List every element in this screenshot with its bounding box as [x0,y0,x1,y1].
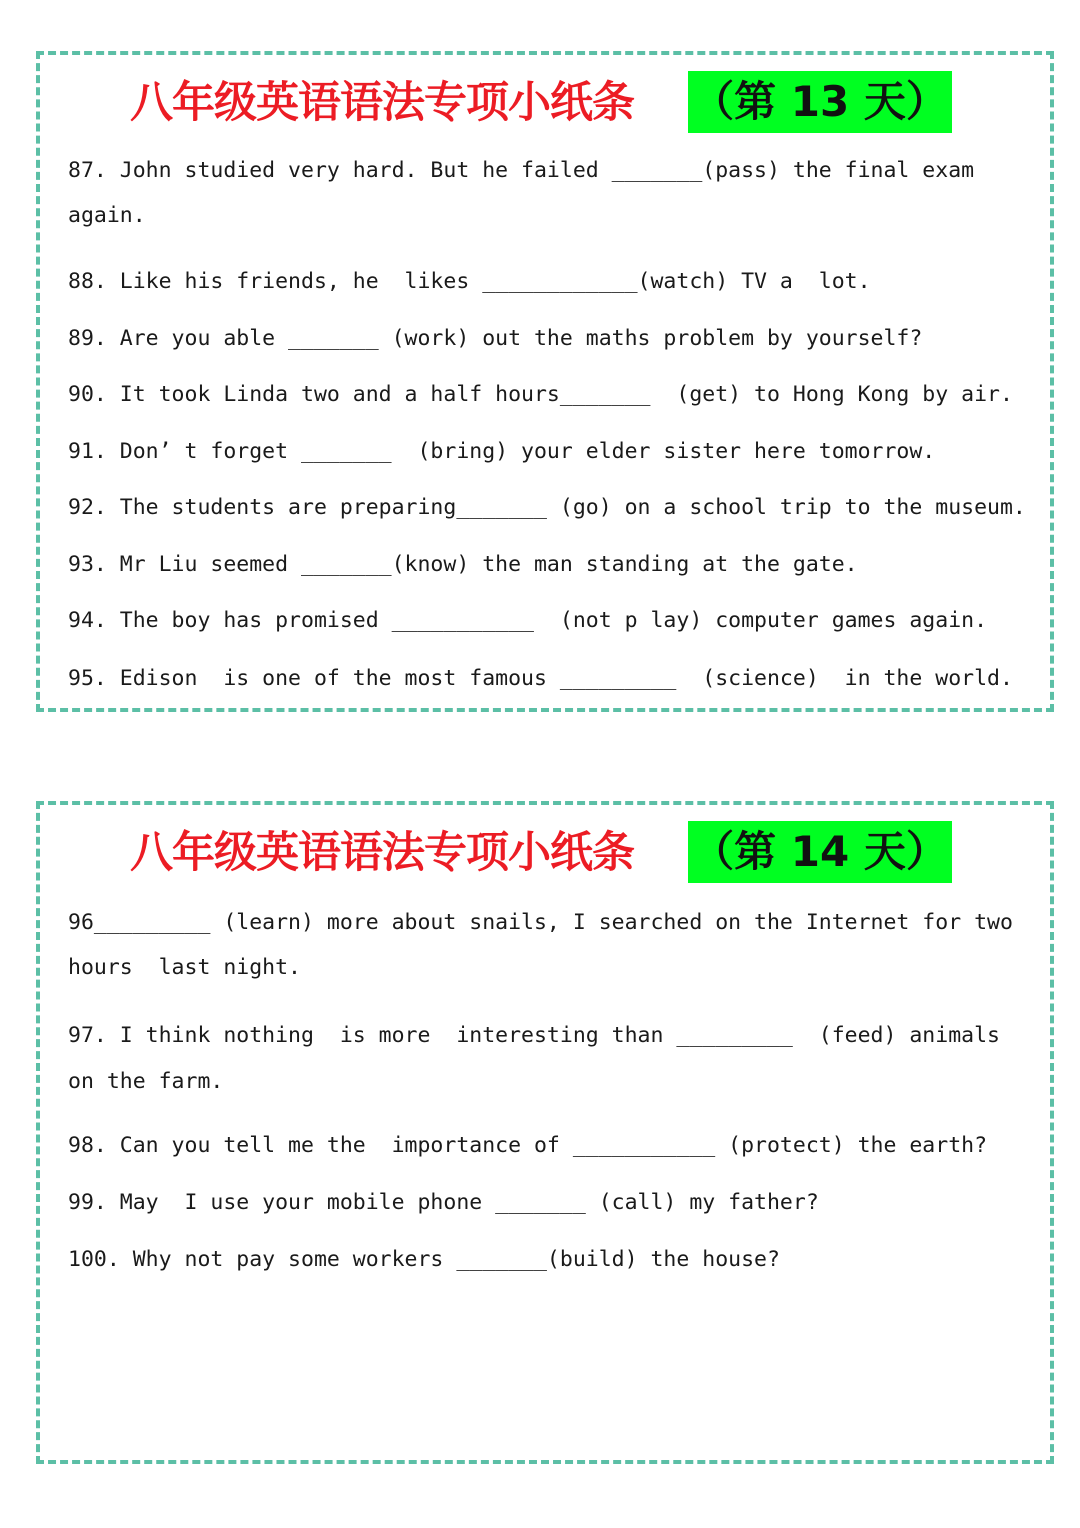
question-87-continued: again. [68,203,146,228]
question-100: 100. Why not pay some workers _______(build) the house? [68,1247,780,1272]
question-97-continued: on the farm. [68,1069,224,1094]
question-99: 99. May I use your mobile phone _______ (call) my father? [68,1190,819,1215]
card-title: 八年级英语语法专项小纸条 [130,828,634,878]
card-title: 八年级英语语法专项小纸条 [130,78,634,128]
question-96: 96_________ (learn) more about snails, I searched on the Internet for two [68,910,1013,935]
card-title-row [40,71,1050,135]
question-92: 92. The students are preparing_______ (go) on a school trip to the museum. [68,495,1026,520]
question-88: 88. Like his friends, he likes ____________(watch) TV a lot. [68,269,871,294]
worksheet-card-day-13 [36,51,1054,712]
question-95: 95. Edison is one of the most famous _________ (science) in the world. [68,666,1013,691]
question-94: 94. The boy has promised ___________ (not p lay) computer games again. [68,608,988,633]
question-97: 97. I think nothing is more interesting than _________ (feed) animals [68,1023,1000,1048]
question-89: 89. Are you able _______ (work) out the maths problem by yourself? [68,326,923,351]
card-title-row [40,821,1050,885]
question-90: 90. It took Linda two and a half hours_______ (get) to Hong Kong by air. [68,382,1013,407]
question-91: 91. Don’ t forget _______ (bring) your elder sister here tomorrow. [68,439,936,464]
question-98: 98. Can you tell me the importance of ___________ (protect) the earth? [68,1133,988,1158]
question-96-continued: hours last night. [68,955,301,980]
question-87: 87. John studied very hard. But he failed _______(pass) the final exam [68,158,975,183]
worksheet-card-day-14 [36,801,1054,1464]
day-badge: （第 13 天） [688,71,952,133]
question-93: 93. Mr Liu seemed _______(know) the man standing at the gate. [68,552,858,577]
day-badge: （第 14 天） [688,821,952,883]
